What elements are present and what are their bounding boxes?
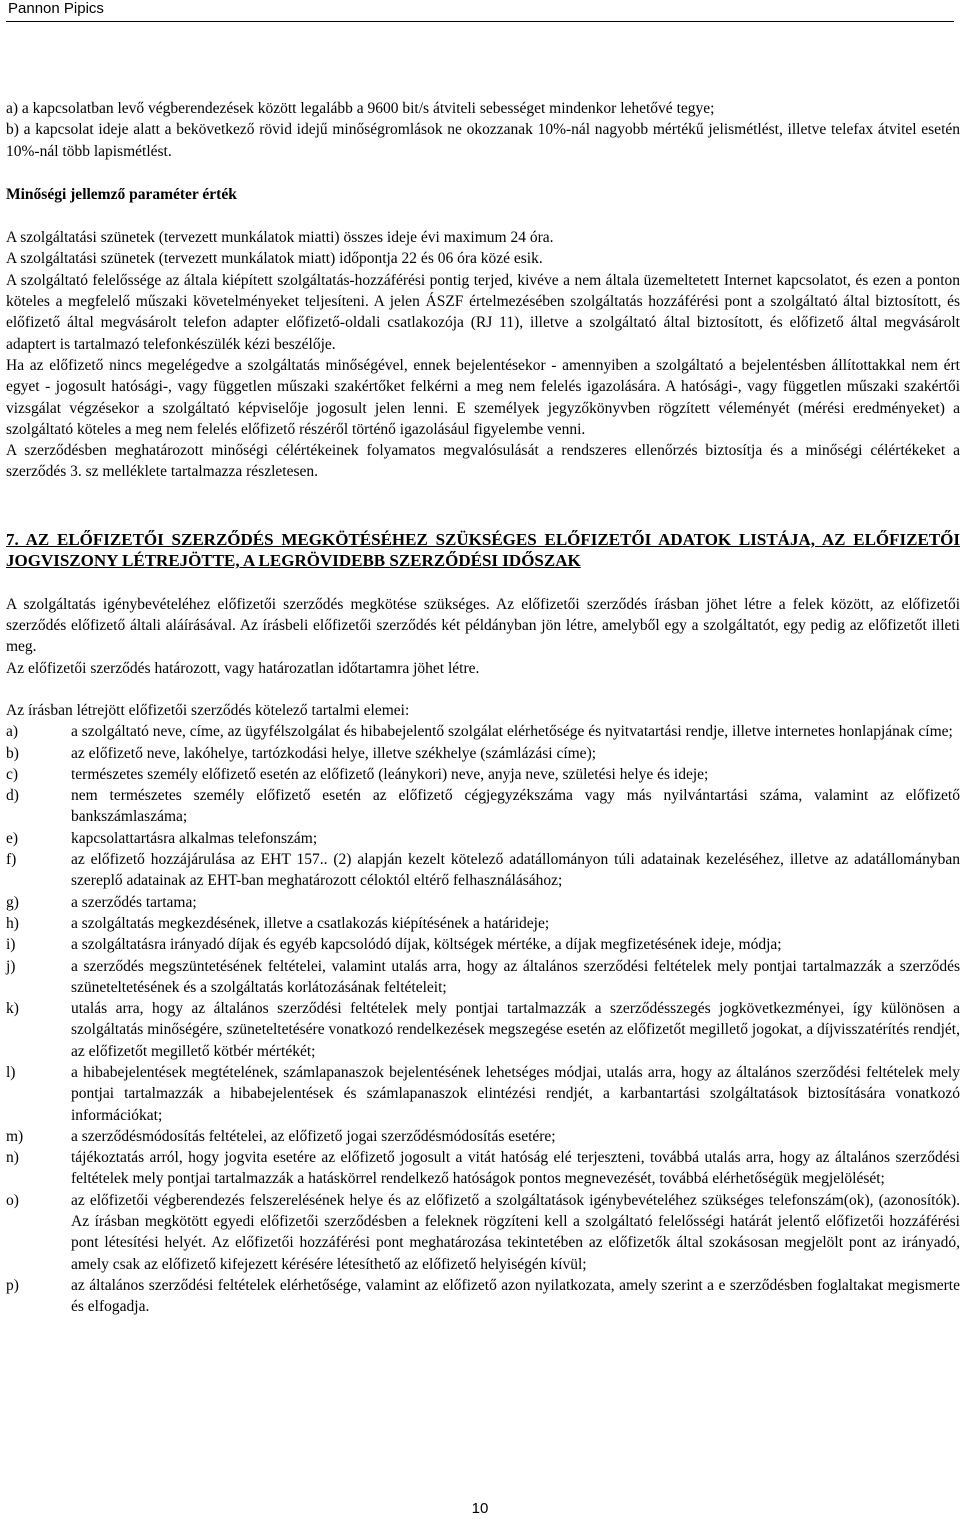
list-item-text: az előfizető neve, lakóhelye, tartózkodási helye, illetve székhelye (számlázási címe); [71, 744, 597, 762]
document-body [6, 98, 960, 1318]
quality-paragraph-3: A szolgáltató felelőssége az általa kiépített szolgáltatás-hozzáférési pontig terjed, kivéve a nem általa üzemeltetett Internet kapcsolatot, és ezen a ponton köteles a megfelelő műszaki követelményeket teljesíteni. A jelen ÁSZF értelmezésében szolgáltatás hozzáférési pont a szolgáltató által biztosított, és előfizető által megvásárolt telefon adapter előfizető-oldali csatlakozója (RJ 11), illetve a szolgáltató által biztosított, és előfizető által megvásárolt adaptert is tartalmazó telefonkészülék kézi beszélője. [6, 271, 960, 353]
header-divider [6, 21, 954, 22]
list-item-letter: n) [6, 1149, 19, 1167]
quality-paragraph-1: A szolgáltatási szünetek (tervezett munkálatok miatti) összes ideje évi maximum 24 óra. [6, 229, 554, 247]
list-item-text: utalás arra, hogy az általános szerződési feltételek mely pontjai tartalmazzák a szerződésszegés jogkövetkezményei, így különösen a szolgáltatás minőségére, szüneteltetésére vonatkozó rendelkezések megszegése esetén az előfizetőt megillető jogokat, a díjvisszatérítés rendjét, az előfizetőt megillető kötbér mértékét; [71, 1000, 960, 1060]
list-item-text: kapcsolattartásra alkalmas telefonszám; [71, 829, 318, 847]
list-item [6, 743, 960, 764]
list-item-text: az előfizetői végberendezés felszerelésének helye és az előfizető a szolgáltatások igénybevételéhez szükséges telefonszám(ok), (azonosítók). Az írásban megkötött egyedi előfizetői szerződésben a feleknek rögzíteni kell a szolgáltató felelősségi határát jelentő előfizetői hozzáférési pont létesítési helyét. Az előfizetői hozzáférési pont meghatározása tekintetében az előfizetők által szokásosan megjelölt pont az irányadó, amely csak az előfizető kifejezett kérésére létesíthető az előfizető helyiségén kívül; [71, 1191, 960, 1273]
document-header-title: Pannon Pipics [8, 0, 104, 17]
list-item-letter: m) [6, 1127, 24, 1145]
list-item-text: tájékoztatás arról, hogy jogvita esetére az előfizető jogosult a vitát hatóság elé terjeszteni, továbbá utalás arra, hogy az általános szerződési feltételek mely pontjai tartalmazzák a hatáskörrel rendelkező hatóságok pontos megnevezését, továbbá elérhetőségük megjelölését; [71, 1149, 960, 1188]
list-item-letter: e) [6, 829, 19, 847]
list-item-text: természetes személy előfizető esetén az előfizető (leánykori) neve, anyja neve, születési helye és ideje; [71, 765, 709, 783]
list-item [6, 1275, 960, 1318]
list-item-letter: l) [6, 1063, 16, 1081]
list-item-letter: d) [6, 787, 19, 805]
quality-paragraph-2: A szolgáltatási szünetek (tervezett munkálatok miatt) időpontja 22 és 06 óra közé esik. [6, 250, 543, 268]
list-item-letter: o) [6, 1191, 19, 1209]
section-7-paragraph-3: Az írásban létrejött előfizetői szerződés kötelező tartalmi elemei: [6, 701, 410, 719]
list-item [6, 892, 960, 913]
intro-item-a: a) a kapcsolatban levő végberendezések között legalább a 9600 bit/s átviteli sebességet mindenkor lehetővé tegye; [6, 100, 715, 117]
list-item-letter: h) [6, 914, 19, 932]
list-item-letter: k) [6, 1000, 19, 1018]
list-item-letter: g) [6, 893, 19, 911]
paragraph-gap [6, 679, 960, 700]
section-7-heading: 7. AZ ELŐFIZETŐI SZERZŐDÉS MEGKÖTÉSÉHEZ SZÜKSÉGES ELŐFIZETŐI ADATOK LISTÁJA, AZ ELŐFIZETŐI JOGVISZONY LÉTREJÖTTE, A LEGRÖVIDEBB SZERZŐDÉSI IDŐSZAK [6, 529, 960, 571]
list-item-text: nem természetes személy előfizető esetén az előfizető cégjegyzékszáma vagy más nyilvántartási száma, valamint az előfizető bankszámlaszáma; [71, 787, 960, 826]
list-item-letter: j) [6, 957, 16, 975]
section-7-paragraph-2: Az előfizetői szerződés határozott, vagy határozatlan időtartamra jöhet létre. [6, 659, 480, 677]
intro-item-b: b) a kapcsolat ideje alatt a bekövetkező rövid idejű minőségromlások ne okozzanak 10%-nál nagyobb mértékű jelismétlést, illetve telefax átvitel esetén 10%-nál több lapismétlést. [6, 121, 960, 160]
quality-paragraph-4: Ha az előfizető nincs megelégedve a szolgáltatás minőségével, ennek bejelentésekor - amennyiben a szolgáltató a bejelentésben állítottakkal nem ért egyet - jogosult hatósági-, vagy független műszaki szakértőket felkérni a meg nem felelés igazolására. A hatósági-, vagy független műszaki szakértői vizsgálat végzésekor a szolgáltató képviselője jogosult jelen lenni. E személyek jegyzőkönyvben rögzített véleményét (mérési eredményeket) a szolgáltató köteles a meg nem felelés előfizető részéről történő igazolásául figyelembe venni. [6, 356, 960, 438]
list-item-letter: a) [6, 723, 19, 741]
list-item [6, 785, 960, 828]
list-item-text: a szolgáltatás megkezdésének, illetve a csatlakozás kiépítésének a határideje; [71, 914, 550, 932]
list-item-letter: b) [6, 744, 19, 762]
list-item-letter: p) [6, 1276, 19, 1294]
list-item-text: a szolgáltatásra irányadó díjak és egyéb kapcsolódó díjak, költségek mértéke, a díjak megfizetésének ideje, módja; [71, 936, 782, 954]
list-item-text: a szerződés megszüntetésének feltételei, valamint utalás arra, hogy az általános szerződési feltételek mely pontjai tartalmazzák a szerződés szüneteltetésének és a szolgáltatás korlátozásának feltételeit; [71, 957, 960, 996]
page-number: 10 [471, 1500, 489, 1517]
list-item-letter: c) [6, 765, 19, 783]
list-item-text: a szerződés tartama; [71, 893, 197, 911]
list-item-letter: i) [6, 936, 16, 954]
list-item [6, 998, 960, 1062]
list-item-text: az általános szerződési feltételek elérhetősége, valamint az előfizető azon nyilatkozata, amely szerint a e szerződésben foglaltakat megismerte és elfogadja. [71, 1276, 960, 1316]
list-item [6, 721, 960, 742]
list-item [6, 1062, 960, 1126]
list-item [6, 764, 960, 785]
section-7-paragraph-1: A szolgáltatás igénybevételéhez előfizetői szerződés megkötése szükséges. Az előfizetői szerződés írásban jöhet létre a felek között, az előfizetői szerződés előfizető általi aláírásával. Az írásbeli előfizetői szerződés két példányban jön létre, amelyből egy a szolgáltatót, egy pedig az előfizetőt illeti meg. [6, 595, 960, 656]
list-item [6, 1147, 960, 1190]
list-item [6, 1190, 960, 1275]
list-item [6, 849, 960, 892]
list-item [6, 1126, 960, 1147]
list-item-text: az előfizető hozzájárulása az EHT 157.. (2) alapján kezelt kötelező adatállományon túli adatainak kezeléséhez, illetve az adatállományban szereplő adatainak az EHT-ban meghatározott céloktól eltérő felhasználásához; [71, 851, 960, 890]
list-item [6, 934, 960, 955]
quality-paragraph-5: A szerződésben meghatározott minőségi célértékeinek folyamatos megvalósulását a rendszeres ellenőrzés biztosítja és a minőségi célértékeket a szerződés 3. sz melléklete tartalmazza részletesen. [6, 442, 960, 481]
list-item [6, 913, 960, 934]
list-item-text: a szolgáltató neve, címe, az ügyfélszolgálat és hibabejelentő szolgálat elérhetősége és nyitvatartási rendje, illetve internetes honlapjának címe; [71, 723, 953, 741]
list-item [6, 828, 960, 849]
list-item [6, 956, 960, 999]
list-item-text: a hibabejelentések megtételének, számlapanaszok bejelentésének lehetséges módjai, utalás arra, hogy az általános szerződési feltételek mely pontjai tartalmazzák a hibabejelentések és számlapanaszok elintézési rendjét, a karbantartási szolgáltatások biztosítására vonatkozó információkat; [71, 1063, 960, 1124]
list-item-text: a szerződésmódosítás feltételei, az előfizető jogai szerződésmódosítás esetére; [71, 1127, 556, 1145]
list-item-letter: f) [6, 851, 17, 869]
content-elements-list [6, 721, 960, 1317]
quality-heading: Minőségi jellemző paraméter érték [6, 185, 237, 203]
